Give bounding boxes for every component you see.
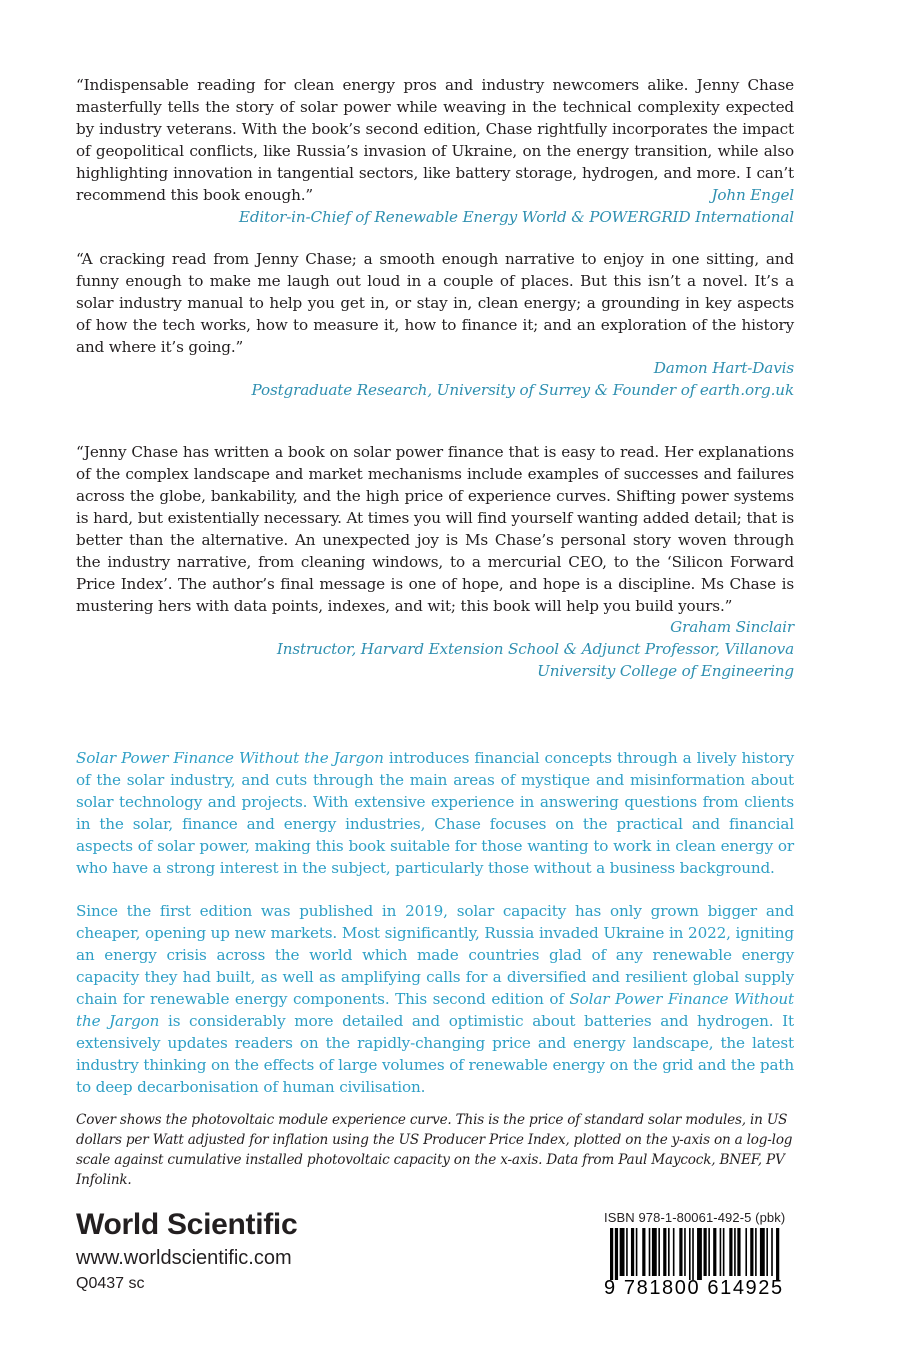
barcode-bar: [649, 1228, 651, 1276]
barcode-bar: [673, 1228, 675, 1276]
testimonial-2-role: Postgraduate Research, University of Surrey & Founder of earth.org.uk: [251, 381, 794, 399]
testimonial-3-role-line1: Instructor, Harvard Extension School & Adjunct Professor, Villanova: [276, 640, 794, 658]
barcode-bar: [771, 1228, 773, 1276]
testimonial-2-text: “A cracking read from Jenny Chase; a smooth enough narrative to enjoy in one sitting, and funny enough to make me laugh out loud in a couple of places. But this isn’t a novel. It’s a solar industry manual to help you get in, or stay in, clean energy; a grounding in key aspects of how the tech works, how to measure it, how to finance it; and an exploration of the history and where it’s going.”: [76, 250, 794, 356]
testimonial-1-role: Editor-in-Chief of Renewable Energy World & POWERGRID International: [238, 208, 794, 226]
testimonial-2-author: Damon Hart-Davis: [653, 359, 794, 377]
barcode-bar: [776, 1228, 779, 1280]
product-code: Q0437 sc: [76, 1275, 145, 1292]
testimonial-3-role-line2: University College of Engineering: [537, 662, 794, 680]
barcode-bar: [766, 1228, 768, 1276]
barcode-bar: [631, 1228, 634, 1276]
barcode-bar: [615, 1228, 618, 1280]
barcode-bar: [697, 1228, 702, 1280]
testimonial-1-author: John Engel: [711, 186, 794, 204]
barcode-bar: [704, 1228, 707, 1276]
isbn-label: ISBN 978-1-80061-492-5 (pbk): [604, 1210, 786, 1225]
barcode-bar: [626, 1228, 628, 1276]
barcode-bar: [652, 1228, 657, 1276]
barcode-digits: 9 781800 614925: [604, 1277, 784, 1299]
barcode: [604, 1228, 790, 1280]
barcode-bar: [668, 1228, 670, 1276]
barcode-bar: [658, 1228, 660, 1276]
barcode-bar: [708, 1228, 710, 1276]
barcode-bar: [745, 1228, 747, 1276]
blurb-paragraph-2-end: is considerably more detailed and optimistic about batteries and hydrogen. It extensively updates readers on the rapidly-changing price and energy landscape, the latest industry thinking on the effects of large volumes of renewable energy on the grid and the path to deep decarbonisation of human civilisation.: [76, 1012, 794, 1096]
barcode-bar: [663, 1228, 666, 1276]
barcode-bar: [760, 1228, 765, 1276]
blurb-paragraph-2-start: Since the first edition was published in 2019, solar capacity has only grown bigger and cheaper, opening up new markets. Most significantly, Russia invaded Ukraine in 2022, igniting an energy crisis across the world which made countries glad of any renewable energy capacity they had built, as well as amplifying calls for a diversified and resilient global supply chain for renewable energy components. This second edition of: [76, 902, 794, 1008]
barcode-bar: [610, 1228, 613, 1280]
barcode-bar: [620, 1228, 625, 1276]
book-title: Solar Power Finance Without the Jargon: [76, 990, 794, 1030]
barcode-bar: [737, 1228, 740, 1276]
testimonial-1-text: “Indispensable reading for clean energy pros and industry newcomers alike. Jenny Chase masterfully tells the story of solar power while weaving in the technical complexity expected by industry veterans. With the book’s second edition, Chase rightfully incorporates the impact of geopolitical conflicts, like Russia’s invasion of Ukraine, on the energy transition, while also highlighting innovation in tangential sectors, like battery storage, hydrogen, and more. I can’t recommend this book enough.”: [76, 76, 794, 204]
publisher-block: [76, 1205, 297, 1295]
barcode-bar: [755, 1228, 757, 1276]
barcode-bar: [636, 1228, 638, 1276]
isbn-block: [604, 1210, 790, 1298]
cover-note: Cover shows the photovoltaic module experience curve. This is the price of standard solar modules, in US dollars per Watt adjusted for inflation using the US Producer Price Index, plotted on the y-axis on a log-log scale against cumulative installed photovoltaic capacity on the x-axis. Data from Paul Maycock, BNEF, PV Infolink.: [76, 1112, 793, 1188]
barcode-bar: [684, 1228, 686, 1276]
barcode-bar: [720, 1228, 722, 1276]
publisher-url: www.worldscientific.com: [76, 1247, 292, 1269]
barcode-bar: [723, 1228, 725, 1276]
barcode-bar: [729, 1228, 732, 1276]
blurb-paragraph-1: [76, 747, 794, 879]
testimonial-3-text: “Jenny Chase has written a book on solar power finance that is easy to read. Her explanations of the complex landscape and market mechanisms include examples of successes and failures across the globe, bankability, and the high price of experience curves. Shifting power systems is hard, but existentially necessary. At times you will find yourself wanting added detail; that is better than the alternative. An unexpected joy is Ms Chase’s personal story woven through the industry narrative, from cleaning windows, to a mercurial CEO, to the ‘Silicon Forward Price Index’. The author’s final message is one of hope, and hope is a discipline. Ms Chase is mustering hers with data points, indexes, and wit; this book will help you build yours.”: [76, 443, 794, 615]
book-title: Solar Power Finance Without the Jargon: [76, 749, 384, 767]
barcode-bar: [713, 1228, 716, 1276]
barcode-bar: [750, 1228, 753, 1276]
barcode-bar: [692, 1228, 694, 1280]
barcode-bar: [642, 1228, 645, 1276]
publisher-name: World Scientific: [76, 1208, 298, 1241]
barcode-bar: [679, 1228, 682, 1276]
blurb-paragraph-2: [76, 900, 794, 1098]
barcode-bar: [734, 1228, 736, 1276]
barcode-bar: [689, 1228, 691, 1280]
blurb-paragraph-1-text: introduces financial concepts through a lively history of the solar industry, and cuts through the main areas of mystique and misinformation about solar technology and projects. With extensive experience in answering questions from clients in the solar, finance and energy industries, Chase focuses on the practical and financial aspects of solar power, making this book suitable for those wanting to work in clean energy or who have a strong interest in the subject, particularly those without a business background.: [76, 749, 794, 877]
testimonial-3-author: Graham Sinclair: [670, 618, 794, 636]
